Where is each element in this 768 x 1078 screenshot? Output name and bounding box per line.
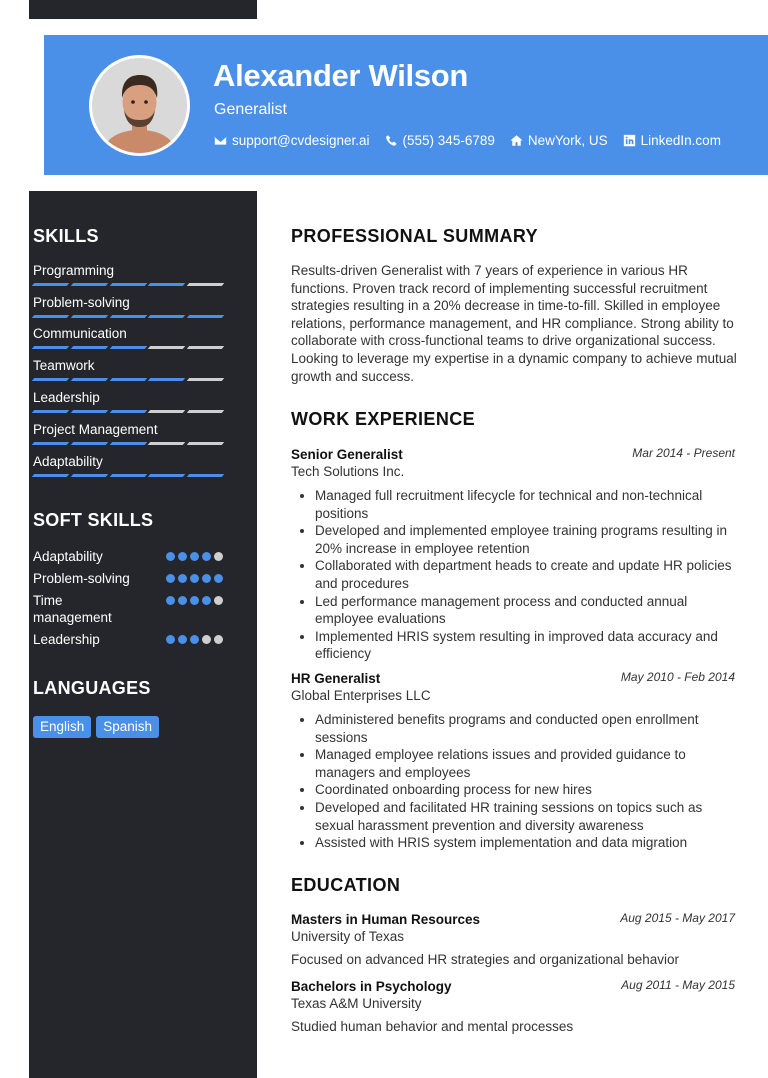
skill-segment (32, 346, 69, 349)
soft-skill-item (33, 631, 223, 648)
job-bullet: • Administered benefits programs and conducted open enrollment sessions (315, 711, 735, 746)
phone-text: (555) 345-6789 (402, 133, 495, 148)
skill-segment (109, 378, 146, 381)
skill-segment (187, 315, 224, 318)
skill-item (33, 295, 223, 318)
candidate-role: Generalist (214, 101, 287, 118)
summary-text: Results-driven Generalist with 7 years of experience in various HR functions. Proven track record of implementing successful recruitment strategies resulting in a 20% decrease in time-to-fill. Skilled in employee relations, performance management, and HR compliance. Strong ability to collaborate with cross-functional teams to drive organizational success. Looking to leverage my expertise in a dynamic company to achieve mutual growth and success. (291, 263, 737, 384)
rating-dot (214, 552, 223, 561)
rating-dot (202, 596, 211, 605)
education-date: Aug 2011 - May 2015 (621, 978, 735, 992)
skill-segment (32, 378, 69, 381)
linkedin-icon (623, 134, 636, 147)
location-text: NewYork, US (527, 133, 608, 148)
job-bullets (291, 487, 735, 663)
skill-segment (187, 442, 224, 445)
rating-dot (178, 574, 187, 583)
skill-item (33, 422, 223, 445)
rating-dot (178, 596, 187, 605)
rating-dot (190, 635, 199, 644)
skill-segment (109, 283, 146, 286)
education-entry (291, 978, 735, 1035)
education-school: Texas A&M University (291, 996, 422, 1011)
job-company: Tech Solutions Inc. (291, 464, 405, 479)
skill-segment (187, 378, 224, 381)
avatar (89, 55, 190, 156)
language-badge: Spanish (96, 716, 159, 738)
education-date: Aug 2015 - May 2017 (620, 911, 735, 925)
soft-skill-rating (166, 574, 223, 583)
profile-photo (92, 58, 187, 153)
skill-segment (187, 283, 224, 286)
skill-segment (32, 410, 69, 413)
job-bullet: • Managed employee relations issues and provided guidance to managers and employees (315, 746, 735, 781)
skill-segment (148, 410, 185, 413)
skill-segment (71, 315, 108, 318)
skill-label: Problem-solving (33, 295, 130, 310)
rating-dot (166, 574, 175, 583)
education-entry (291, 911, 735, 968)
skill-segment (71, 378, 108, 381)
job-bullet: • Implemented HRIS system resulting in improved data accuracy and efficiency (315, 628, 735, 663)
candidate-name: Alexander Wilson (213, 58, 469, 93)
job-title: Senior Generalist (291, 447, 403, 462)
education-school: University of Texas (291, 929, 405, 944)
skill-segment (109, 346, 146, 349)
skill-item (33, 326, 223, 349)
job-bullets (291, 711, 735, 852)
skill-label: Communication (33, 326, 127, 341)
education-degree: Bachelors in Psychology (291, 979, 452, 994)
job-bullet: • Led performance management process and conducted annual employee evaluations (315, 593, 735, 628)
job-company: Global Enterprises LLC (291, 688, 431, 703)
skill-segment (71, 410, 108, 413)
rating-dot (202, 574, 211, 583)
skill-bar (33, 378, 223, 381)
skill-label: Programming (33, 263, 115, 278)
job-entry (291, 670, 735, 852)
job-date: Mar 2014 - Present (632, 446, 735, 460)
contact-linkedin[interactable] (623, 133, 721, 148)
job-date: May 2010 - Feb 2014 (620, 670, 735, 684)
rating-dot (214, 574, 223, 583)
skill-segment (148, 346, 185, 349)
skill-segment (109, 442, 146, 445)
skill-segment (32, 474, 69, 477)
language-badge: English (33, 716, 91, 738)
job-bullet: • Assisted with HRIS system implementation and data migration (315, 834, 735, 852)
skill-item (33, 454, 223, 477)
education-degree: Masters in Human Resources (291, 912, 481, 927)
skill-label: Project Management (33, 422, 158, 437)
skill-item (33, 358, 223, 381)
soft-skill-label: Time management (33, 593, 112, 625)
job-bullet: • Developed and implemented employee training programs resulting in 20% increase in employee retention (315, 522, 735, 557)
job-bullet: • Developed and facilitated HR training sessions on topics such as sexual harassment prevention and diversity awareness (315, 799, 735, 834)
skill-segment (109, 474, 146, 477)
skill-segment (71, 283, 108, 286)
soft-skill-item (33, 548, 223, 565)
skill-segment (187, 410, 224, 413)
summary-heading: PROFESSIONAL SUMMARY (291, 226, 539, 246)
job-bullet: • Collaborated with department heads to create and update HR policies and procedures (315, 557, 735, 592)
skill-bar (33, 410, 223, 413)
soft-skill-label: Adaptability (33, 549, 103, 564)
skill-segment (71, 474, 108, 477)
email-text: support@cvdesigner.ai (232, 133, 370, 148)
rating-dot (190, 552, 199, 561)
language-list (33, 716, 159, 738)
education-description: Focused on advanced HR strategies and organizational behavior (291, 952, 679, 967)
skill-bar (33, 315, 223, 318)
skill-bar (33, 474, 223, 477)
skill-segment (32, 315, 69, 318)
rating-dot (178, 635, 187, 644)
soft-skill-rating (166, 635, 223, 644)
soft-skills-heading: SOFT SKILLS (33, 510, 154, 530)
rating-dot (178, 552, 187, 561)
skill-label: Leadership (33, 390, 100, 405)
contact-row (214, 133, 736, 148)
skill-label: Teamwork (33, 358, 95, 373)
skill-segment (187, 346, 224, 349)
rating-dot (166, 635, 175, 644)
rating-dot (190, 574, 199, 583)
skill-segment (109, 315, 146, 318)
soft-skill-label: Leadership (33, 632, 100, 647)
soft-skill-item (33, 570, 223, 587)
skill-segment (187, 474, 224, 477)
contact-location[interactable] (510, 133, 608, 148)
skill-item (33, 263, 223, 286)
job-bullet: • Coordinated onboarding process for new hires (315, 781, 735, 799)
skill-segment (32, 442, 69, 445)
envelope-icon (214, 134, 227, 147)
job-title: HR Generalist (291, 671, 381, 686)
skill-segment (148, 315, 185, 318)
rating-dot (166, 552, 175, 561)
soft-skill-item (33, 592, 223, 626)
job-entry (291, 446, 735, 663)
skill-segment (148, 474, 185, 477)
linkedin-text: LinkedIn.com (640, 133, 721, 148)
education-description: Studied human behavior and mental processes (291, 1019, 574, 1034)
contact-email[interactable] (214, 133, 370, 148)
soft-skill-rating (166, 552, 223, 561)
experience-heading: WORK EXPERIENCE (291, 409, 476, 429)
skill-bar (33, 442, 223, 445)
contact-phone[interactable] (385, 133, 495, 148)
skill-segment (109, 410, 146, 413)
rating-dot (202, 552, 211, 561)
rating-dot (214, 635, 223, 644)
rating-dot (190, 596, 199, 605)
skill-segment (148, 283, 185, 286)
skill-segment (148, 378, 185, 381)
job-bullet: • Managed full recruitment lifecycle for technical and non-technical positions (315, 487, 735, 522)
languages-heading: LANGUAGES (33, 678, 151, 698)
skill-segment (71, 442, 108, 445)
skill-bar (33, 283, 223, 286)
skills-heading: SKILLS (33, 226, 99, 246)
skill-segment (32, 283, 69, 286)
phone-icon (385, 134, 398, 147)
skill-segment (148, 442, 185, 445)
rating-dot (202, 635, 211, 644)
skill-item (33, 390, 223, 413)
soft-skill-rating (166, 596, 223, 605)
skill-segment (71, 346, 108, 349)
skill-bar (33, 346, 223, 349)
education-heading: EDUCATION (291, 875, 401, 895)
rating-dot (214, 596, 223, 605)
rating-dot (166, 596, 175, 605)
skill-label: Adaptability (33, 454, 103, 469)
soft-skill-label: Problem-solving (33, 571, 130, 586)
home-icon (510, 134, 523, 147)
